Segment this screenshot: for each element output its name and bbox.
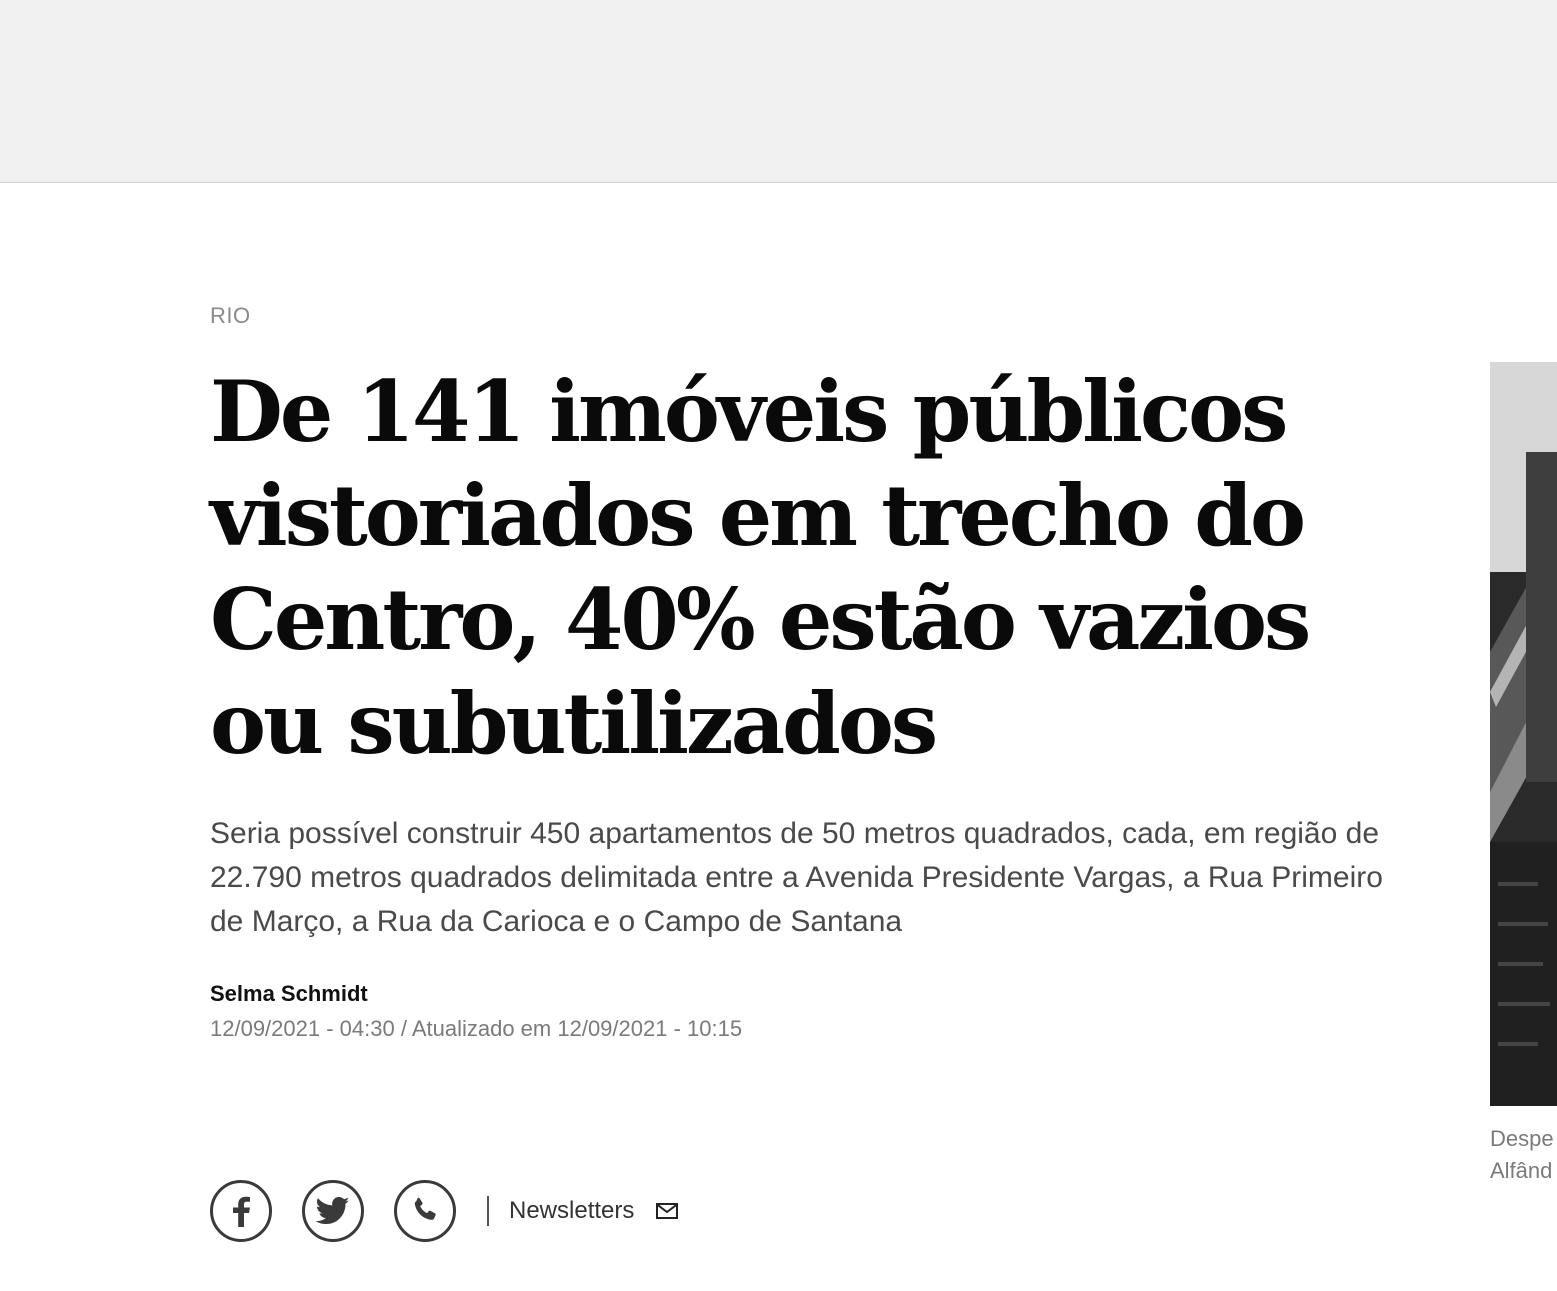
mail-icon <box>656 1203 678 1219</box>
hero-photo[interactable] <box>1490 362 1557 1106</box>
caption-line: Alfând <box>1490 1158 1553 1183</box>
author-name[interactable]: Selma Schmidt <box>210 981 368 1006</box>
caption-line: Despe <box>1490 1126 1554 1151</box>
newsletters-link[interactable] <box>509 1197 678 1225</box>
share-divider <box>487 1196 489 1226</box>
twitter-icon <box>316 1196 350 1226</box>
newsletters-label: Newsletters <box>509 1197 635 1224</box>
ad-banner <box>0 0 1557 183</box>
article-dateline: 12/09/2021 - 04:30 / Atualizado em 12/09/2021 - 10:15 <box>210 1016 743 1041</box>
section-label[interactable]: RIO <box>210 303 251 328</box>
headline: De 141 imóveis públicos vistoriados em trecho do Centro, 40% estão vazios ou subutilizados <box>210 362 1309 773</box>
article-subtitle: Seria possível construir 450 apartamentos de 50 metros quadrados, cada, em região de 22.790 metros quadrados delimitada entre a Avenida Presidente Vargas, a Rua Primeiro de Março, a Rua da Carioca e o Campo de Santana <box>210 817 1383 938</box>
hero-photo-graphic <box>1490 362 1557 1106</box>
whatsapp-share-button[interactable] <box>394 1180 456 1242</box>
facebook-icon <box>226 1194 256 1228</box>
whatsapp-icon <box>409 1195 441 1227</box>
twitter-share-button[interactable] <box>302 1180 364 1242</box>
hero-photo-caption <box>1490 1123 1557 1187</box>
share-bar <box>210 1181 678 1241</box>
facebook-share-button[interactable] <box>210 1180 272 1242</box>
